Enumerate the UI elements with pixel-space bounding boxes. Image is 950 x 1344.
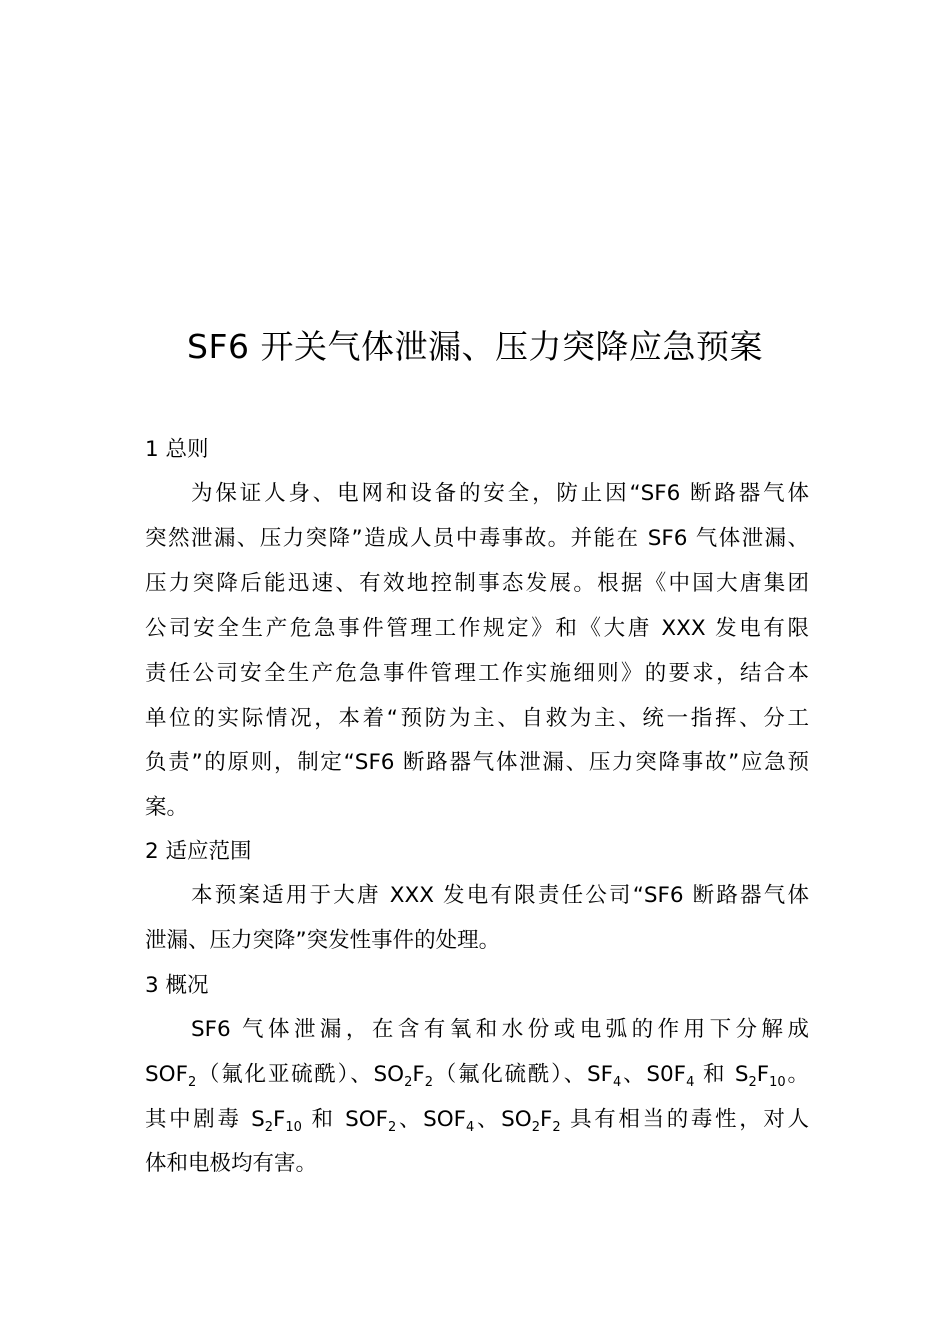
paragraph-line: 公司安全生产危急事件管理工作规定》和《大唐 XXX 发电有限 — [145, 616, 809, 641]
subscript: 2 — [531, 1120, 540, 1135]
paragraph-line: 体和电极均有害。 — [145, 1151, 318, 1176]
paragraph-line: 负责”的原则，制定“SF6 断路器气体泄漏、压力突降事故”应急预 — [145, 750, 809, 775]
section-heading: 3 概况 — [145, 973, 209, 998]
paragraph-line: 单位的实际情况，本着“预防为主、自救为主、统一指挥、分工 — [145, 706, 809, 731]
subscript: 2 — [424, 1075, 433, 1090]
section-heading: 1 总则 — [145, 437, 209, 462]
text-segment: F — [756, 1062, 770, 1087]
subscript: 2 — [404, 1075, 413, 1090]
text-segment: SOF — [145, 1062, 188, 1087]
text-segment: 其中剧毒 S — [145, 1107, 265, 1132]
text-segment: 和 SOF — [301, 1107, 389, 1132]
document-title: SF6 开关气体泄漏、压力突降应急预案 — [187, 327, 763, 366]
subscript: 2 — [748, 1075, 757, 1090]
subscript: 4 — [466, 1120, 475, 1135]
subscript: 2 — [388, 1120, 397, 1135]
paragraph-line: 突然泄漏、压力突降”造成人员中毒事故。并能在 SF6 气体泄漏、 — [145, 526, 809, 551]
section-heading: 2 适应范围 — [145, 839, 252, 864]
paragraph-line: SF6 气体泄漏，在含有氧和水份或电弧的作用下分解成 — [191, 1017, 809, 1042]
text-segment: 、SOF — [396, 1107, 467, 1132]
subscript: 4 — [613, 1075, 622, 1090]
paragraph-line-formula — [145, 1098, 809, 1142]
text-segment: （氟化亚硫酰）、SO — [196, 1062, 405, 1087]
text-segment: 、S0F — [621, 1062, 687, 1087]
paragraph-line: 为保证人身、电网和设备的安全，防止因“SF6 断路器气体 — [191, 481, 809, 506]
subscript: 2 — [187, 1075, 197, 1090]
paragraph-line-formula — [145, 1053, 809, 1097]
subscript: 4 — [686, 1075, 695, 1090]
paragraph-line: 压力突降后能迅速、有效地控制事态发展。根据《中国大唐集团 — [145, 571, 809, 596]
subscript: 10 — [769, 1075, 786, 1090]
paragraph-line: 案。 — [145, 795, 189, 820]
paragraph-line: 本预案适用于大唐 XXX 发电有限责任公司“SF6 断路器气体 — [191, 883, 809, 908]
text-segment: 具有相当的毒性，对人 — [560, 1107, 809, 1132]
text-segment: F — [539, 1107, 553, 1132]
text-segment: F — [273, 1107, 286, 1132]
subscript: 2 — [264, 1120, 274, 1135]
paragraph-line: 泄漏、压力突降”突发性事件的处理。 — [145, 928, 501, 953]
subscript: 2 — [552, 1120, 561, 1135]
text-segment: 。 — [785, 1062, 809, 1087]
paragraph-line: 责任公司安全生产危急事件管理工作实施细则》的要求，结合本 — [145, 661, 809, 686]
subscript: 10 — [285, 1120, 302, 1135]
text-segment: 、SO — [474, 1107, 532, 1132]
text-segment: F — [412, 1062, 425, 1087]
text-segment: （氟化硫酰）、SF — [433, 1062, 614, 1087]
text-segment: 和 S — [694, 1062, 749, 1087]
